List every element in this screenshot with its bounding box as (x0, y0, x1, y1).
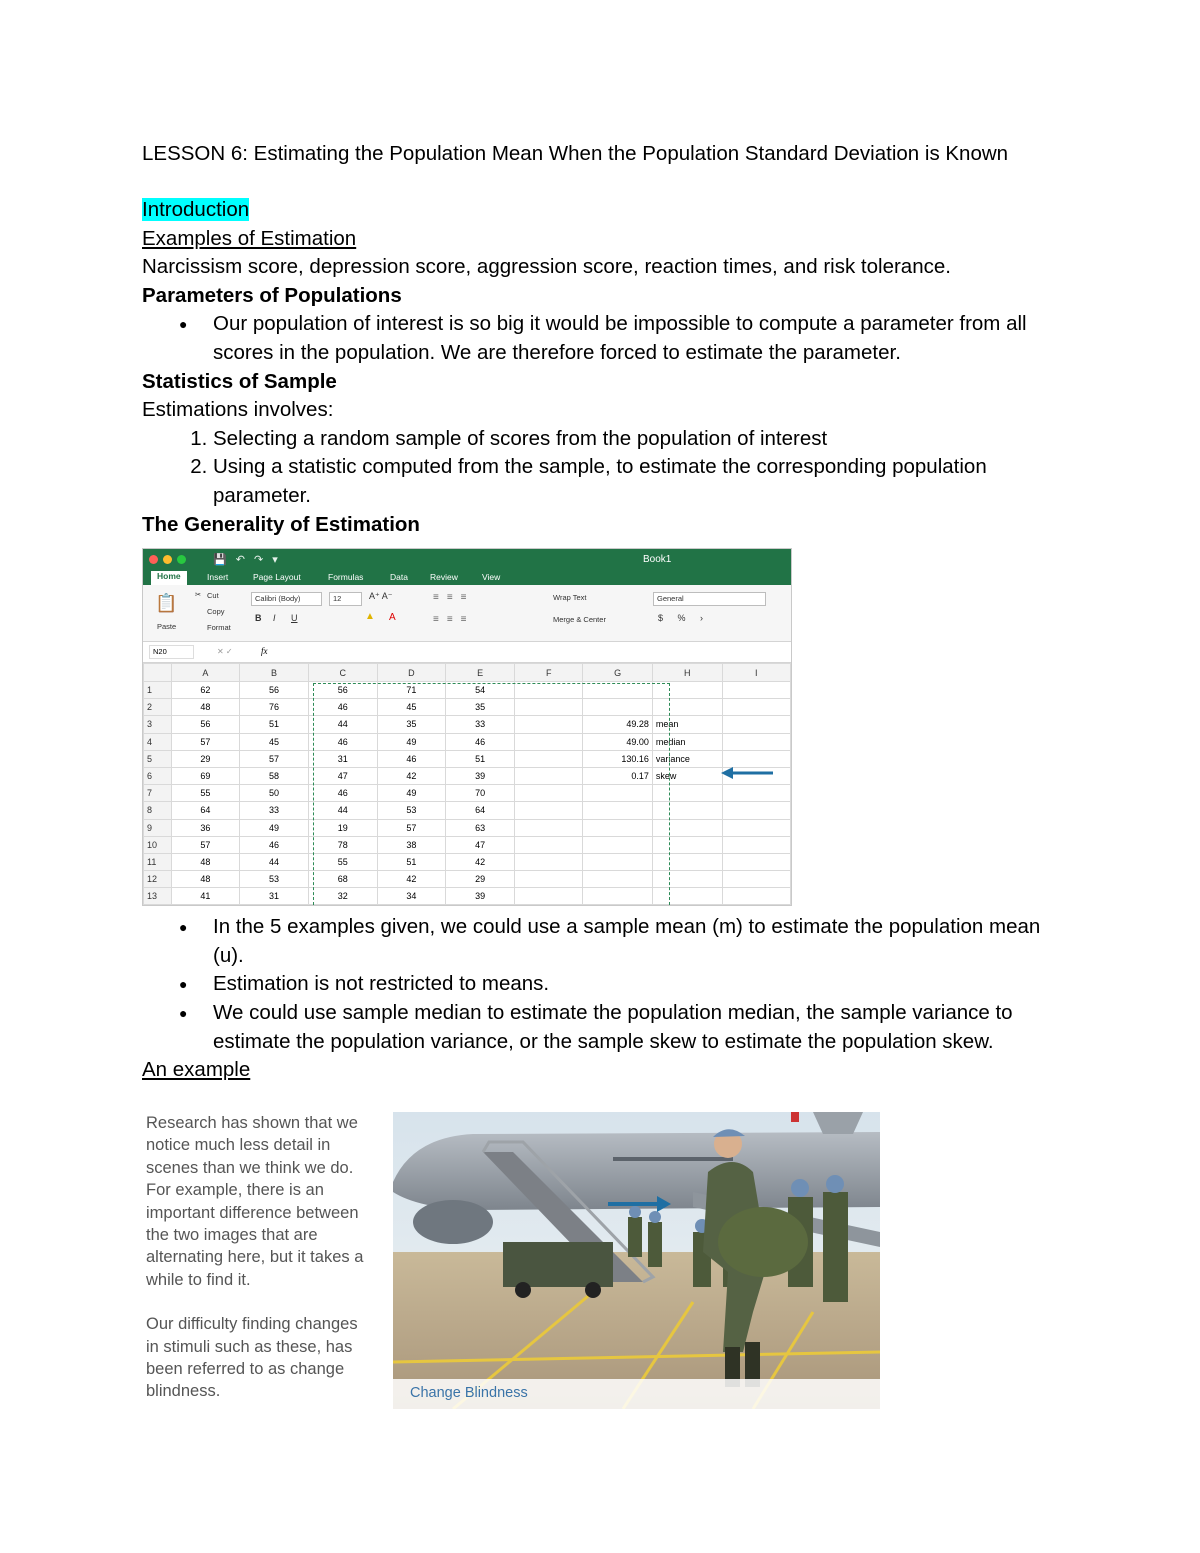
cell[interactable]: mean (652, 716, 722, 733)
table-row (144, 802, 791, 819)
align-top-icon[interactable]: ≡≡≡ (433, 592, 475, 603)
cell[interactable] (652, 836, 722, 853)
cell[interactable]: 38 (377, 836, 446, 853)
cell[interactable]: 49 (377, 785, 446, 802)
cell[interactable] (514, 836, 582, 853)
cell[interactable]: 68 (308, 871, 377, 888)
cell[interactable]: 63 (446, 819, 515, 836)
change-blindness-image (393, 1112, 880, 1409)
cell[interactable] (514, 888, 582, 905)
cell[interactable] (514, 750, 582, 767)
table-row (144, 767, 791, 784)
cell[interactable]: 19 (308, 819, 377, 836)
cell[interactable]: 33 (446, 716, 515, 733)
cell[interactable] (652, 802, 722, 819)
cell[interactable]: median (652, 733, 722, 750)
cell[interactable] (722, 888, 790, 905)
cell[interactable] (583, 785, 652, 802)
quick-access-icons: 💾 ↶ ↷ ▾ (213, 554, 281, 566)
column-header[interactable]: I (722, 664, 790, 682)
cell[interactable]: 50 (240, 785, 309, 802)
cell[interactable]: 55 (171, 785, 240, 802)
row-header[interactable]: 13 (144, 888, 172, 905)
cell[interactable]: 45 (240, 733, 309, 750)
cell[interactable]: 51 (377, 853, 446, 870)
cell[interactable] (583, 819, 652, 836)
tab-home[interactable]: Home (151, 571, 187, 585)
example-text (146, 1112, 371, 1403)
cell[interactable] (652, 819, 722, 836)
table-row (144, 733, 791, 750)
cell[interactable] (722, 682, 790, 699)
clipboard-icon[interactable]: 📋 (155, 593, 178, 613)
statistics-heading: Statistics of Sample (142, 369, 337, 393)
cell[interactable]: 55 (308, 853, 377, 870)
tab-formulas[interactable]: Formulas (328, 572, 364, 582)
list-item: ● We could use sample median to estimate the population median, the sample variance to estimate the population variance, or the sample skew to estimate the population skew. (213, 999, 1072, 1056)
list-item: 2. Using a statistic computed from the sample, to estimate the corresponding population parameter. (213, 453, 1072, 510)
cell[interactable] (722, 836, 790, 853)
steps-list (142, 425, 1072, 511)
cell[interactable]: 51 (240, 716, 309, 733)
align-left-icon[interactable]: ≡≡≡ (433, 614, 475, 625)
cell[interactable] (722, 733, 790, 750)
cell[interactable] (583, 853, 652, 870)
format-painter-button[interactable]: Format (207, 623, 231, 632)
cell[interactable] (514, 853, 582, 870)
cell[interactable]: 42 (446, 853, 515, 870)
generality-heading: The Generality of Estimation (142, 512, 420, 536)
cell[interactable]: 47 (308, 767, 377, 784)
cancel-icon[interactable]: ✕ ✓ (217, 647, 233, 656)
cell[interactable]: 130.16 (583, 750, 652, 767)
column-header[interactable]: D (377, 664, 446, 682)
cell[interactable]: 57 (171, 733, 240, 750)
image-caption: Change Blindness (410, 1385, 528, 1401)
excel-screenshot (142, 548, 792, 906)
font-family-select[interactable]: Calibri (Body) (251, 592, 322, 606)
tab-review[interactable]: Review (430, 572, 458, 582)
cell[interactable] (583, 682, 652, 699)
cell[interactable] (583, 871, 652, 888)
examples-heading: Examples of Estimation (142, 226, 357, 250)
row-header[interactable]: 7 (144, 785, 172, 802)
underline-button[interactable]: U (291, 613, 298, 623)
cell[interactable]: 46 (377, 750, 446, 767)
grow-font-icon[interactable]: A⁺ A⁻ (369, 591, 393, 601)
cell[interactable]: 45 (377, 699, 446, 716)
close-dot-icon (149, 555, 158, 564)
cell[interactable] (722, 853, 790, 870)
row-header[interactable]: 9 (144, 819, 172, 836)
cell[interactable] (652, 853, 722, 870)
column-header[interactable]: C (308, 664, 377, 682)
cell[interactable]: 44 (308, 802, 377, 819)
cell[interactable]: 42 (377, 871, 446, 888)
italic-button[interactable]: I (273, 613, 276, 623)
cell[interactable]: 57 (171, 836, 240, 853)
cell[interactable]: 31 (308, 750, 377, 767)
table-row (144, 750, 791, 767)
cell[interactable]: 33 (240, 802, 309, 819)
corner-cell[interactable] (144, 664, 172, 682)
cell[interactable] (722, 716, 790, 733)
cell[interactable] (514, 767, 582, 784)
bold-button[interactable]: B (255, 613, 262, 623)
font-size-select[interactable]: 12 (329, 592, 362, 606)
row-header[interactable]: 6 (144, 767, 172, 784)
table-row (144, 871, 791, 888)
cell[interactable]: 70 (446, 785, 515, 802)
tab-insert[interactable]: Insert (207, 572, 229, 582)
tab-data[interactable]: Data (390, 572, 408, 582)
cell[interactable]: 62 (171, 682, 240, 699)
cell[interactable]: 31 (240, 888, 309, 905)
cell[interactable]: 56 (308, 682, 377, 699)
cell[interactable] (583, 802, 652, 819)
table-row (144, 853, 791, 870)
cell[interactable] (583, 699, 652, 716)
column-header-row (144, 664, 791, 682)
row-header[interactable]: 1 (144, 682, 172, 699)
cell[interactable]: 76 (240, 699, 309, 716)
cell[interactable]: 58 (240, 767, 309, 784)
cell[interactable] (722, 819, 790, 836)
cell[interactable]: skew (652, 767, 722, 784)
excel-titlebar (143, 549, 791, 571)
cell[interactable]: 39 (446, 888, 515, 905)
cell[interactable] (722, 802, 790, 819)
currency-percent-icon[interactable]: $ % › (658, 613, 710, 623)
cell[interactable]: 32 (308, 888, 377, 905)
list-item: ● Our population of interest is so big it would be impossible to compute a parameter from all scores in the population. We are therefore forced to estimate the parameter. (213, 310, 1072, 367)
ribbon-tabs (143, 571, 791, 585)
cell[interactable]: 41 (171, 888, 240, 905)
cell[interactable]: 57 (377, 819, 446, 836)
cell[interactable] (652, 888, 722, 905)
estimations-intro: Estimations involves: (142, 398, 334, 422)
row-header[interactable]: 12 (144, 871, 172, 888)
cell[interactable]: 56 (171, 716, 240, 733)
cell[interactable]: 49 (377, 733, 446, 750)
row-header[interactable]: 4 (144, 733, 172, 750)
row-header[interactable]: 10 (144, 836, 172, 853)
table-row (144, 785, 791, 802)
cell[interactable] (583, 888, 652, 905)
arrow-left-icon (719, 766, 779, 780)
paste-button[interactable]: Paste (157, 622, 177, 631)
column-header[interactable]: H (652, 664, 722, 682)
cell[interactable] (514, 871, 582, 888)
cell[interactable]: 48 (171, 853, 240, 870)
cell[interactable]: 53 (377, 802, 446, 819)
merge-center-button[interactable]: Merge & Center (553, 615, 606, 624)
cell[interactable]: 46 (240, 836, 309, 853)
row-header[interactable]: 8 (144, 802, 172, 819)
parameters-heading: Parameters of Populations (142, 283, 402, 307)
table-row (144, 682, 791, 699)
parameters-list (142, 310, 1072, 367)
row-header[interactable]: 2 (144, 699, 172, 716)
scissors-icon[interactable]: ✂ (195, 590, 202, 599)
cell[interactable] (722, 699, 790, 716)
cell[interactable]: variance (652, 750, 722, 767)
airport-boarding-scene (393, 1112, 880, 1409)
name-box[interactable]: N20 (149, 645, 194, 659)
table-row (144, 716, 791, 733)
cell[interactable] (514, 682, 582, 699)
column-header[interactable]: A (171, 664, 240, 682)
cell[interactable]: 57 (240, 750, 309, 767)
cell[interactable]: 35 (446, 699, 515, 716)
row-header[interactable]: 5 (144, 750, 172, 767)
cut-button[interactable]: Cut (207, 591, 219, 600)
cell[interactable]: 0.17 (583, 767, 652, 784)
column-header[interactable]: B (240, 664, 309, 682)
list-item: 1. Selecting a random sample of scores from the population of interest (213, 425, 1072, 454)
table-row (144, 888, 791, 905)
cell[interactable] (514, 819, 582, 836)
cell[interactable] (652, 682, 722, 699)
cell[interactable]: 78 (308, 836, 377, 853)
tab-page-layout[interactable]: Page Layout (253, 572, 301, 582)
example-paragraph-2: Our difficulty finding changes in stimuli such as these, has been referred to as change blindness. (146, 1315, 358, 1401)
cell[interactable] (652, 871, 722, 888)
cell[interactable]: 56 (240, 682, 309, 699)
cell[interactable]: 36 (171, 819, 240, 836)
introduction-heading: Introduction (142, 198, 250, 221)
copy-button[interactable]: Copy (207, 607, 225, 616)
cell[interactable]: 49.00 (583, 733, 652, 750)
cell[interactable]: 46 (308, 699, 377, 716)
cell[interactable]: 46 (308, 733, 377, 750)
row-header[interactable]: 11 (144, 853, 172, 870)
cell[interactable]: 49.28 (583, 716, 652, 733)
cell[interactable] (583, 836, 652, 853)
cell[interactable]: 47 (446, 836, 515, 853)
fill-color-icon[interactable]: ▲ (365, 611, 375, 622)
column-header[interactable]: G (583, 664, 652, 682)
list-item: ● Estimation is not restricted to means. (213, 970, 1072, 999)
cell[interactable]: 29 (446, 871, 515, 888)
wrap-text-button[interactable]: Wrap Text (553, 593, 587, 602)
table-row (144, 699, 791, 716)
font-color-icon[interactable]: A (389, 612, 396, 623)
cell[interactable]: 35 (377, 716, 446, 733)
table-row (144, 836, 791, 853)
column-header[interactable]: F (514, 664, 582, 682)
cell[interactable]: 48 (171, 699, 240, 716)
cell[interactable]: 69 (171, 767, 240, 784)
cell[interactable]: 71 (377, 682, 446, 699)
cell[interactable]: 48 (171, 871, 240, 888)
cell[interactable]: 54 (446, 682, 515, 699)
cell[interactable] (514, 699, 582, 716)
tab-view[interactable]: View (482, 572, 501, 582)
cell[interactable]: 39 (446, 767, 515, 784)
cell[interactable]: 46 (446, 733, 515, 750)
cell[interactable] (722, 785, 790, 802)
page-title: LESSON 6: Estimating the Population Mean When the Population Standard Deviation is Known (142, 142, 1009, 165)
cell[interactable] (514, 785, 582, 802)
generality-list (142, 913, 1072, 1056)
cell[interactable]: 44 (240, 853, 309, 870)
cell[interactable]: 42 (377, 767, 446, 784)
cell[interactable] (722, 871, 790, 888)
list-item: ● In the 5 examples given, we could use a sample mean (m) to estimate the population mean (u). (213, 913, 1072, 970)
example-paragraph-1: Research has shown that we notice much less detail in scenes than we think we do. For example, there is an important difference between the two images that are alternating here, but it takes a while to find it. (146, 1114, 364, 1289)
cell[interactable]: 34 (377, 888, 446, 905)
minimize-dot-icon (163, 555, 172, 564)
cell[interactable] (652, 785, 722, 802)
cell[interactable]: 49 (240, 819, 309, 836)
cell[interactable]: 64 (446, 802, 515, 819)
column-header[interactable]: E (446, 664, 515, 682)
cell[interactable]: 29 (171, 750, 240, 767)
formula-bar (143, 642, 791, 663)
cell[interactable]: 51 (446, 750, 515, 767)
spreadsheet-grid (143, 663, 791, 905)
cell[interactable] (722, 750, 790, 767)
fx-icon: fx (261, 646, 268, 656)
cell[interactable] (514, 733, 582, 750)
example-heading: An example (142, 1058, 251, 1082)
table-row (144, 819, 791, 836)
cell[interactable]: 53 (240, 871, 309, 888)
ribbon (143, 585, 791, 642)
maximize-dot-icon (177, 555, 186, 564)
book-title: Book1 (643, 554, 672, 565)
image-caption-bar (393, 1379, 880, 1409)
number-format-select[interactable]: General (653, 592, 766, 606)
cell[interactable] (514, 716, 582, 733)
cell[interactable]: 44 (308, 716, 377, 733)
cell[interactable] (514, 802, 582, 819)
row-header[interactable]: 3 (144, 716, 172, 733)
examples-text: Narcissism score, depression score, aggression score, reaction times, and risk tolerance. (142, 255, 951, 279)
cell[interactable]: 64 (171, 802, 240, 819)
cell[interactable]: 46 (308, 785, 377, 802)
cell[interactable] (652, 699, 722, 716)
